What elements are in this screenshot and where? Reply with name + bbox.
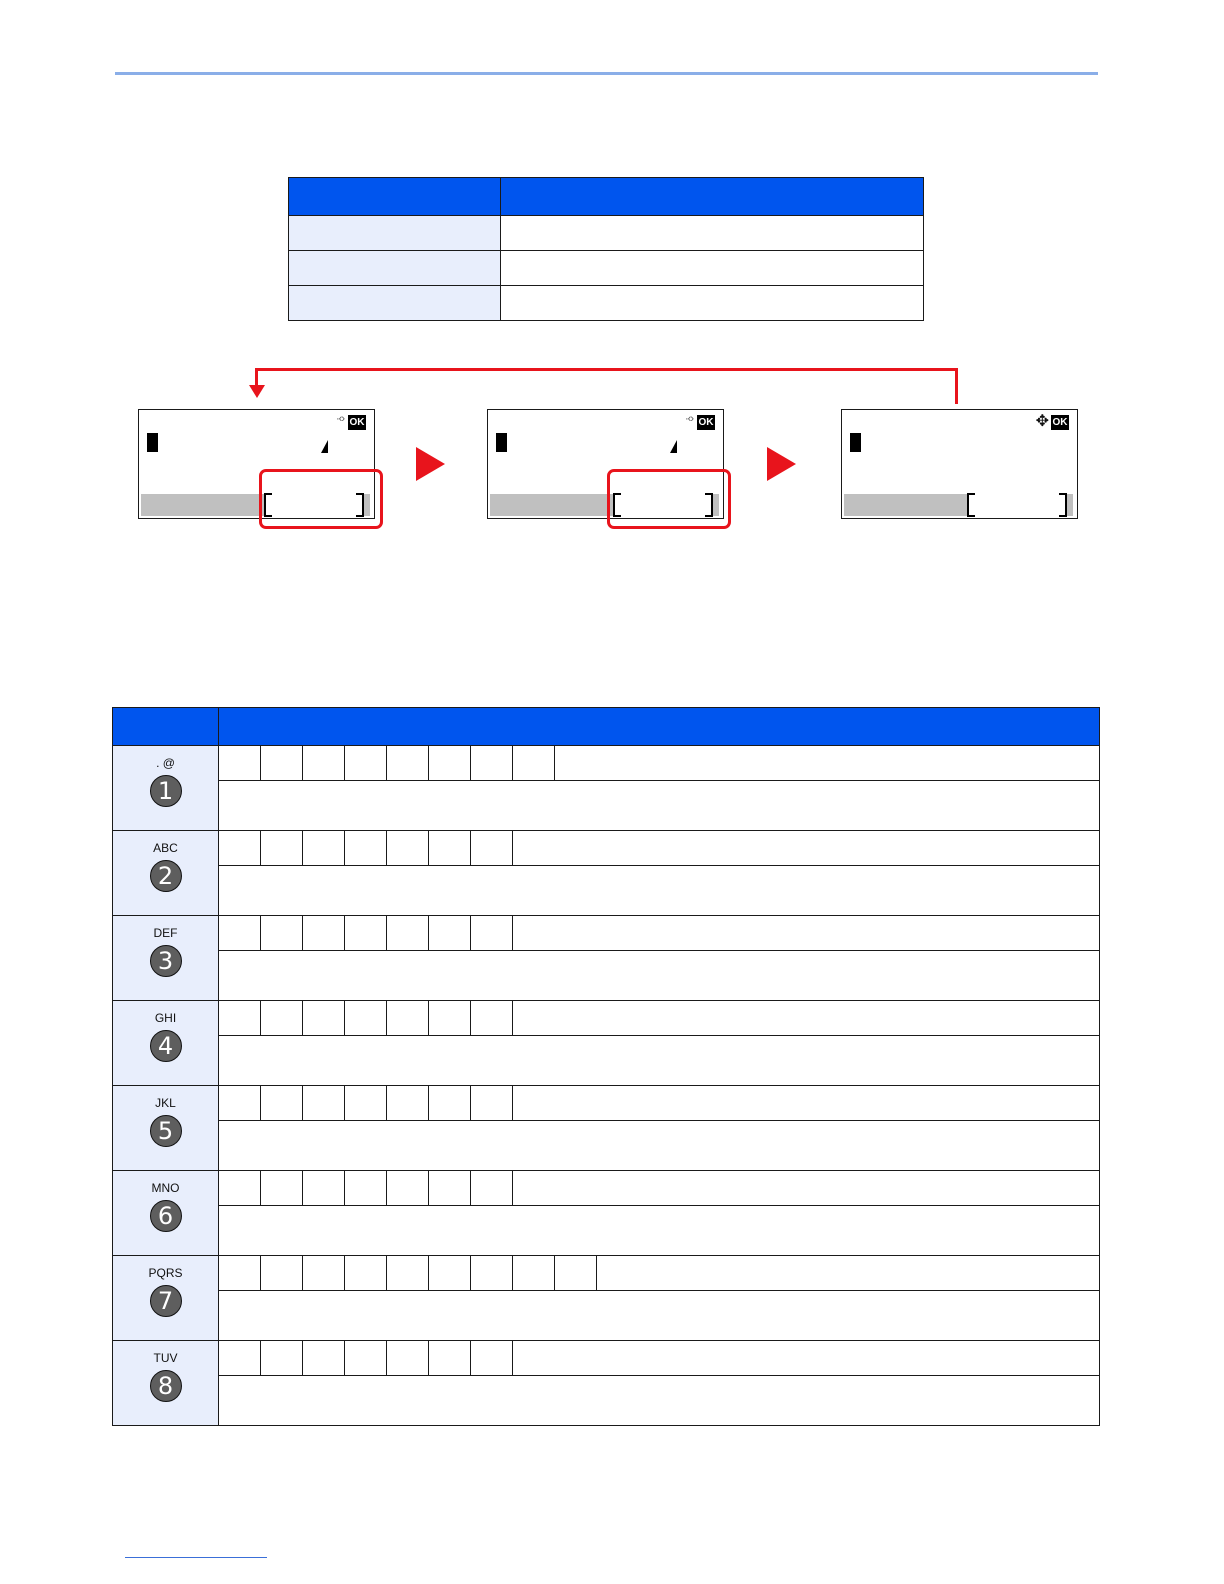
input-mode-field (967, 493, 1067, 517)
character-cells-row (219, 1256, 1100, 1291)
key-desc-row (113, 1121, 1100, 1171)
loop-arrow-top-line (255, 368, 958, 371)
character-cell (471, 746, 513, 780)
character-cell (303, 1001, 345, 1035)
character-cell (345, 1341, 387, 1375)
character-cells-row (219, 916, 1100, 951)
mode-label-cell (289, 286, 501, 321)
key-letters: . @ (156, 756, 175, 770)
character-cell (219, 831, 261, 865)
character-cell (303, 1341, 345, 1375)
character-cell (387, 1256, 429, 1290)
arrow-keys-icon: ·‹› (336, 413, 344, 425)
character-cell (219, 1001, 261, 1035)
character-cell (429, 1001, 471, 1035)
character-cell (429, 1341, 471, 1375)
character-cell (429, 746, 471, 780)
input-mode-indicator-icon (321, 440, 328, 453)
character-cell (345, 1086, 387, 1120)
character-cell (345, 1001, 387, 1035)
next-step-arrow-icon (416, 447, 445, 481)
key-description-cell (219, 1121, 1100, 1171)
digit-key-icon: 3 (150, 945, 182, 977)
key-row (113, 1171, 1100, 1206)
character-cell (303, 831, 345, 865)
lcd-screen-3 (841, 409, 1078, 519)
bottom-rule (125, 1557, 267, 1558)
key-table-header (113, 708, 1100, 746)
key-letters: GHI (154, 1011, 177, 1025)
key-cell (113, 916, 219, 1001)
key-desc-row (113, 1036, 1100, 1086)
digit-key-icon: 2 (150, 860, 182, 892)
ok-key-icon: OK (698, 417, 714, 428)
character-cell (303, 1171, 345, 1205)
key-cell (113, 1341, 219, 1426)
character-cell (345, 1256, 387, 1290)
character-cell (471, 1341, 513, 1375)
mode-row (289, 286, 924, 321)
mode-label-cell (289, 251, 501, 286)
next-step-arrow-icon (767, 447, 796, 481)
key-row (113, 1001, 1100, 1036)
key-desc-row (113, 951, 1100, 1001)
character-cell (345, 831, 387, 865)
character-cells-row (219, 746, 1100, 781)
key-letters: JKL (155, 1096, 176, 1110)
mode-table (288, 177, 924, 321)
character-cell (387, 1341, 429, 1375)
input-mode-highlight (259, 469, 383, 529)
key-row (113, 746, 1100, 781)
character-cell (303, 1086, 345, 1120)
character-cell (429, 1086, 471, 1120)
character-cell (261, 1256, 303, 1290)
mode-desc-cell (501, 251, 924, 286)
character-cells-row (219, 1086, 1100, 1121)
mode-desc-cell (501, 216, 924, 251)
character-cell (261, 746, 303, 780)
key-row (113, 831, 1100, 866)
character-cell (303, 746, 345, 780)
loop-arrow-left-riser (255, 368, 258, 386)
character-cell (219, 1171, 261, 1205)
character-cell (387, 1001, 429, 1035)
character-cell (219, 1086, 261, 1120)
key-row (113, 1256, 1100, 1291)
character-cell (471, 1001, 513, 1035)
mode-header-cell (501, 178, 924, 216)
mode-table-header (289, 178, 924, 216)
character-cell (303, 916, 345, 950)
character-cell (219, 746, 261, 780)
character-cells-row (219, 1341, 1100, 1376)
mode-header-cell (289, 178, 501, 216)
character-cell (219, 1341, 261, 1375)
ok-key-icon: OK (349, 417, 365, 428)
ok-key-icon: OK (1052, 417, 1068, 428)
key-cell (113, 1001, 219, 1086)
character-cell (471, 1256, 513, 1290)
key-letters: ABC (153, 841, 178, 855)
input-mode-indicator-icon (670, 440, 677, 453)
digit-key-icon: 1 (150, 775, 182, 807)
digit-key-icon: 7 (150, 1285, 182, 1317)
text-cursor (147, 433, 158, 452)
digit-key-icon: 6 (150, 1200, 182, 1232)
key-description-cell (219, 1036, 1100, 1086)
key-description-cell (219, 781, 1100, 831)
character-cells-row (219, 1001, 1100, 1036)
key-cell (113, 1256, 219, 1341)
mode-row (289, 251, 924, 286)
character-cell (513, 1256, 555, 1290)
key-letters: MNO (151, 1181, 180, 1195)
key-row (113, 1341, 1100, 1376)
text-cursor (496, 433, 507, 452)
key-desc-row (113, 1376, 1100, 1426)
mode-label-cell (289, 216, 501, 251)
key-desc-row (113, 866, 1100, 916)
character-cell (219, 916, 261, 950)
key-row (113, 1086, 1100, 1121)
character-cell (429, 831, 471, 865)
digit-key-icon: 4 (150, 1030, 182, 1062)
key-cell (113, 831, 219, 916)
character-cell (303, 1256, 345, 1290)
character-cell (513, 746, 555, 780)
characters-header-cell (219, 708, 1100, 746)
key-cell (113, 1086, 219, 1171)
key-desc-row (113, 1206, 1100, 1256)
key-cell (113, 746, 219, 831)
character-cell (429, 1256, 471, 1290)
key-description-cell (219, 1376, 1100, 1426)
loop-arrow-head-icon (249, 385, 265, 398)
key-row (113, 916, 1100, 951)
character-cell (471, 831, 513, 865)
character-cell (261, 916, 303, 950)
character-cell (219, 1256, 261, 1290)
input-mode-highlight (607, 469, 731, 529)
character-cell (261, 831, 303, 865)
key-description-cell (219, 866, 1100, 916)
digit-key-icon: 5 (150, 1115, 182, 1147)
character-cell (261, 1001, 303, 1035)
character-cells-row (219, 831, 1100, 866)
key-desc-row (113, 781, 1100, 831)
key-desc-row (113, 1291, 1100, 1341)
key-character-table (112, 707, 1100, 1426)
character-cell (261, 1086, 303, 1120)
arrow-keys-icon: ✥ (1035, 413, 1048, 430)
character-cell (429, 1171, 471, 1205)
character-cell (471, 916, 513, 950)
character-cell (261, 1341, 303, 1375)
mode-desc-cell (501, 286, 924, 321)
key-description-cell (219, 1206, 1100, 1256)
text-cursor (850, 433, 861, 452)
key-cell (113, 1171, 219, 1256)
character-cell (387, 746, 429, 780)
loop-arrow-right-riser (955, 368, 958, 404)
key-header-cell (113, 708, 219, 746)
mode-row (289, 216, 924, 251)
key-description-cell (219, 1291, 1100, 1341)
character-cell (345, 1171, 387, 1205)
character-cell (471, 1171, 513, 1205)
character-cells-row (219, 1171, 1100, 1206)
key-letters: DEF (153, 926, 178, 940)
character-cell (387, 1086, 429, 1120)
character-cell (345, 746, 387, 780)
character-cell (387, 831, 429, 865)
character-cell (429, 916, 471, 950)
digit-key-icon: 8 (150, 1370, 182, 1402)
key-letters: TUV (153, 1351, 178, 1365)
character-cell (387, 1171, 429, 1205)
key-letters: PQRS (148, 1266, 183, 1280)
character-cell (555, 1256, 597, 1290)
arrow-keys-icon: ·‹› (685, 413, 693, 425)
top-rule (115, 72, 1098, 75)
key-description-cell (219, 951, 1100, 1001)
character-cell (261, 1171, 303, 1205)
character-cell (471, 1086, 513, 1120)
character-cell (345, 916, 387, 950)
character-cell (387, 916, 429, 950)
